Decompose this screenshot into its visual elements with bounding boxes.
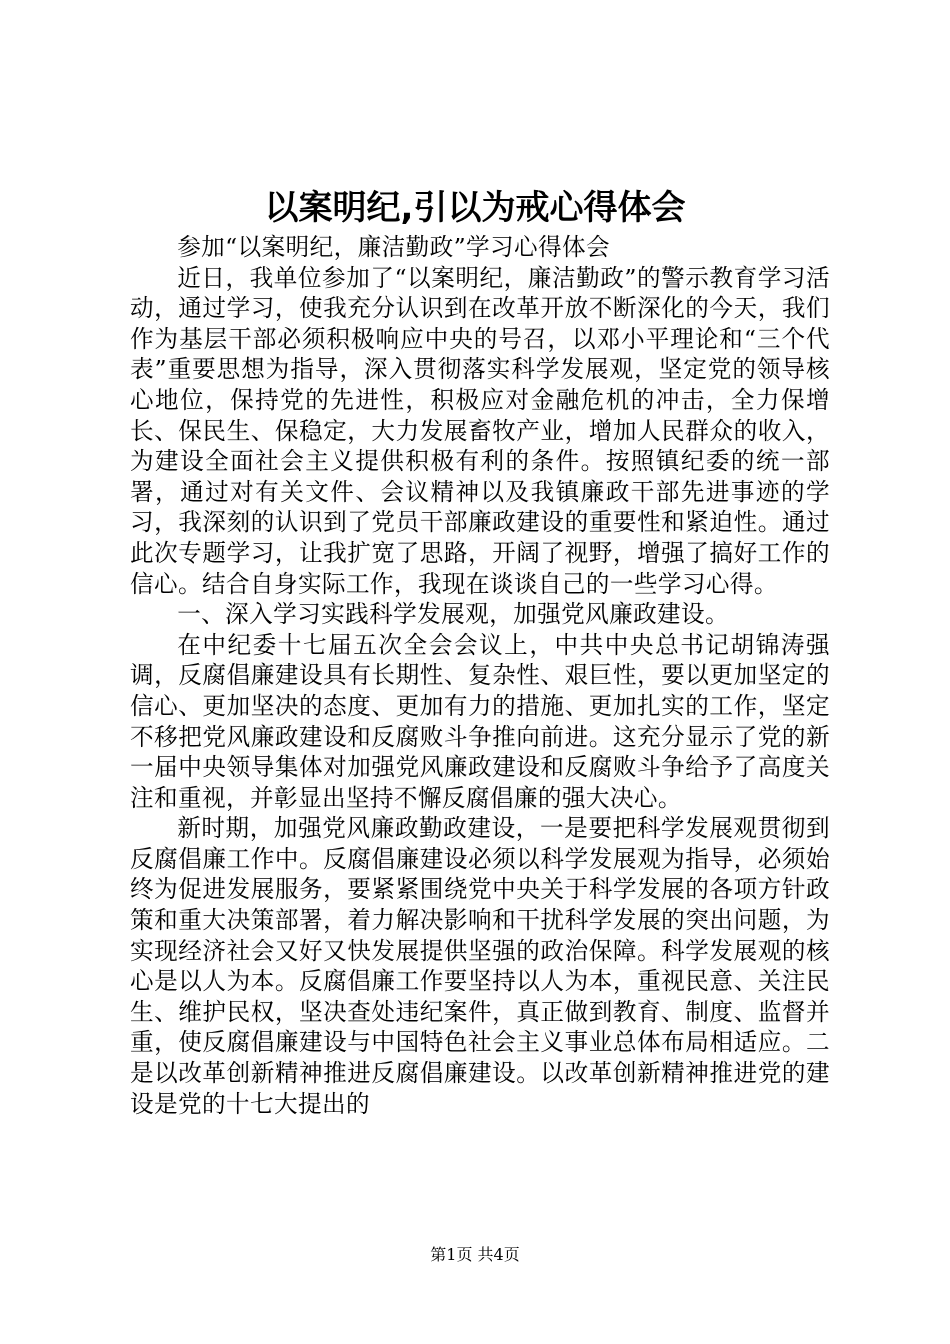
- paragraph-speech: 在中纪委十七届五次全会会议上，中共中央总书记胡锦涛强调，反腐倡廉建设具有长期性、复杂性、艰巨性，要以更加坚定的信心、更加坚决的态度、更加有力的措施、更加扎实的工作，坚定不移把党风廉政建设和反腐败斗争推向前进。这充分显示了党的新一届中央领导集体对加强党风廉政建设和反腐败斗争给予了高度关注和重视，并彰显出坚持不懈反腐倡廉的强大决心。: [130, 630, 830, 812]
- paragraph-intro: 近日，我单位参加了“以案明纪，廉洁勤政”的警示教育学习活动，通过学习，使我充分认识到在改革开放不断深化的今天，我们作为基层干部必须积极响应中央的号召，以邓小平理论和“三个代表”重要思想为指导，深入贯彻落实科学发展观，坚定党的领导核心地位，保持党的先进性，积极应对金融危机的冲击，全力保增长、保民生、保稳定，大力发展畜牧产业，增加人民群众的收入，为建设全面社会主义提供积极有利的条件。按照镇纪委的统一部署，通过对有关文件、会议精神以及我镇廉政干部先进事迹的学习，我深刻的认识到了党员干部廉政建设的重要性和紧迫性。通过此次专题学习，让我扩宽了思路，开阔了视野，增强了搞好工作的信心。结合自身实际工作，我现在谈谈自己的一些学习心得。: [130, 263, 830, 598]
- paragraph-new-era: 新时期，加强党风廉政勤政建设，一是要把科学发展观贯彻到反腐倡廉工作中。反腐倡廉建设必须以科学发展观为指导，必须始终为促进发展服务，要紧紧围绕党中央关于科学发展的各项方针政策和重大决策部署，着力解决影响和干扰科学发展的突出问题，为实现经济社会又好又快发展提供坚强的政治保障。科学发展观的核心是以人为本。反腐倡廉工作要坚持以人为本，重视民意、关注民生、维护民权，坚决查处违纪案件，真正做到教育、制度、监督并重，使反腐倡廉建设与中国特色社会主义事业总体布局相适应。二是以改革创新精神推进反腐倡廉建设。以改革创新精神推进党的建设是党的十七大提出的: [130, 814, 830, 1118]
- document-body: [130, 232, 830, 1119]
- page-footer: 第1页 共4页: [430, 1245, 520, 1264]
- page-title: 以案明纪,引以为戒心得体会: [264, 188, 686, 228]
- paragraph-subtitle: 参加“以案明纪，廉洁勤政”学习心得体会: [177, 233, 611, 261]
- paragraph-section-heading: 一、深入学习实践科学发展观，加强党风廉政建设。: [177, 600, 730, 629]
